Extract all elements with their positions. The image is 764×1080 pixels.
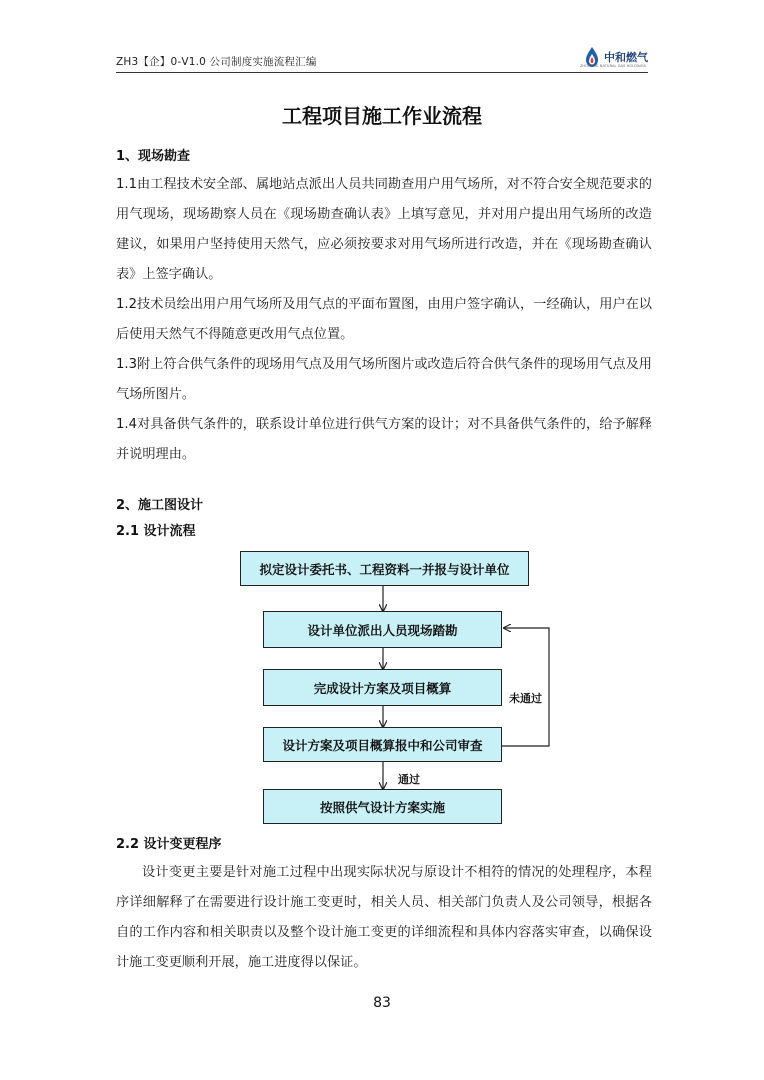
item-text: 由工程技术安全部、属地站点派出人员共同勘查用户用气场所，对不符合安全规范要求的用气现场，现场勘察人员在《现场勘查确认表》上填写意见，并对用户提出用气场所的改造建议，如果用户坚持使用天然气，应必须按要求对用气场所进行改造，并在《现场勘查确认表》上签字确认。 — [116, 177, 652, 282]
flow-step-2: 设计单位派出人员现场踏勘 — [263, 611, 502, 648]
item-number: 1.4 — [116, 417, 137, 432]
section-1-heading: 1、现场勘查 — [116, 149, 191, 164]
document-reference: ZH3【企】0-V1.0 公司制度实施流程汇编 — [116, 56, 317, 68]
item-text: 技术员绘出用户用气场所及用气点的平面布置图，由用户签字确认，一经确认，用户在以后使用天然气不得随意更改用气点位置。 — [116, 297, 652, 342]
section-2-2-text: 设计变更主要是针对施工过程中出现实际状况与原设计不相符的情况的处理程序，本程序详细解释了在需要进行设计施工变更时，相关人员、相关部门负责人及公司领导，根据各自的工作内容和相关职责以及整个设计施工变更的详细流程和具体内容落实审查，以确保设计施工变更顺利开展，施工进度得以保证。 — [116, 865, 652, 970]
page-number: 83 — [373, 995, 391, 1011]
item-number: 1.1 — [116, 177, 137, 192]
item-number: 1.2 — [116, 297, 137, 312]
page-title: 工程项目施工作业流程 — [282, 104, 482, 128]
item-text: 对具备供气条件的，联系设计单位进行供气方案的设计；对不具备供气条件的，给予解释并说明理由。 — [116, 417, 652, 462]
flow-step-5: 按照供气设计方案实施 — [263, 789, 502, 824]
loop-back-arrow — [502, 628, 549, 746]
pass-label: 通过 — [398, 773, 420, 786]
flow-step-4: 设计方案及项目概算报中和公司审查 — [263, 727, 502, 762]
logo-subtitle: ZHONGHE NATURAL GAS HOLDINGS — [579, 64, 646, 68]
section-2-heading: 2、施工图设计 — [116, 498, 204, 513]
fail-label: 未通过 — [509, 692, 542, 705]
section-2-1-heading: 2.1 设计流程 — [116, 524, 196, 539]
flow-step-1: 拟定设计委托书、工程资料一并报与设计单位 — [240, 551, 529, 586]
item-text: 附上符合供气条件的现场用气点及用气场所图片或改造后符合供气条件的现场用气点及用气场所图片。 — [116, 357, 652, 402]
logo-text: 中和燃气 — [604, 50, 648, 64]
item-number: 1.3 — [116, 357, 137, 372]
section-2-2-heading: 2.2 设计变更程序 — [116, 837, 222, 852]
flow-step-3: 完成设计方案及项目概算 — [263, 669, 502, 706]
